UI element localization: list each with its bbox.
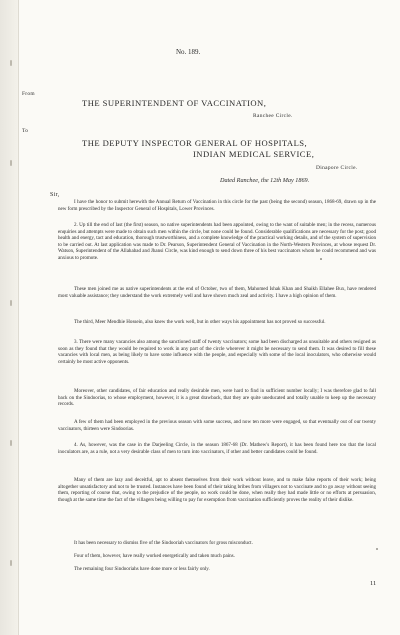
paragraph: I have the honor to submit herewith the Annual Return of Vaccination in this circle for the past (being the second) season, 1868-69, drawn up in the new form prescribed by the Inspector General of Hospitals, Lower Provinces. <box>58 199 376 212</box>
paragraph: Many of them are lazy and deceitful, apt to absent themselves from their work without leave, and to make false reports of their work; being altogether unsatisfactory and not to be trusted. Instances have been found of their taking bribes from villagers not to vaccinate and to go away without seeing them, reporting of course that, owing to the prejudice of the people, no work could be done, when really they had made little or no efforts at persuasion, though at the same time the fact of the villagers being willing to pay for exemption from vaccination sufficiently proves the reality of their dislike. <box>58 477 376 503</box>
paragraph: 2. Up till the end of last (the first) season, no native superintendents had been appointed, owing to the want of suitable men; in the recess, numerous enquiries and attempts were made to obtain such men within the circle, but none could be found. Considerable qualifications are necessary for the post; good health and energy, tact and education, thorough trustworthiness, and a complete knowledge of the practical working details, and of the system of supervision to be carried out. At last application was made to Dr. Pearson, Superintendent General of Vaccination in the North-Western Provinces, at whose request Dr. Watson, Superintendent of the Allahabad and Jhansi Circle, was kind enough to send down three of his best vaccinators whom he could recommend and was anxious to promote. <box>58 222 376 261</box>
to-circle: Dinapore Circle. <box>316 165 358 171</box>
page-number: 11 <box>370 580 377 587</box>
paragraph: These men joined me as native superintendents at the end of October, two of them, Mahomed Ishak Khan and Shaikh Ellahee Bux, have rendered most valuable assistance; they understand the work extremely well and have shown much zeal and activity. I have a high opinion of them. <box>58 286 376 299</box>
paper-speck <box>376 548 378 550</box>
binding-hole <box>10 560 12 566</box>
paragraph: It has been necessary to dismiss five of the Sindooriah vaccinators for gross misconduct. <box>74 540 253 546</box>
to-line-2: INDIAN MEDICAL SERVICE, <box>193 149 315 159</box>
from-circle: Ranchee Circle. <box>253 113 293 119</box>
paragraph: 3. There were many vacancies also among the sanctioned staff of twenty vaccinators; some had been discharged as unsuitable and others resigned as soon as they found that they would be required to work in any part of the circle wherever it might be necessary to send them. It was desired to fill these vacancies with local men, as being likely to have some influence with the people, and especially with some of the local inoculators, who otherwise would certainly be most active opponents. <box>58 339 376 365</box>
paragraph: A few of them had been employed in the previous season with some success, and now ten more were engaged, so that eventually out of our twenty vaccinators, thirteen were Sindoorias. <box>58 419 376 432</box>
paragraph: Moreover, other candidates, of fair education and really desirable men, were hard to find in sufficient number locally; I was therefore glad to fall back on the Sindoorias, to whose employment, however, it is a great drawback, that they are quite uneducated and totally unable to keep up the necessary records. <box>58 388 376 408</box>
to-label: To <box>22 128 29 134</box>
from-label: From <box>22 91 35 97</box>
binding-hole <box>10 160 12 166</box>
letter-number: No. 189. <box>176 48 201 56</box>
binding-margin <box>0 0 19 635</box>
salutation: Sir, <box>50 192 60 198</box>
from-name: THE SUPERINTENDENT OF VACCINATION, <box>82 98 267 108</box>
paragraph: The remaining four Sindooriahs have done more or less fairly only. <box>74 566 210 572</box>
to-line-1: THE DEPUTY INSPECTOR GENERAL OF HOSPITALS, <box>82 138 308 148</box>
paragraph: 4. As, however, was the case in the Darjeeling Circle, in the season 1867-68 (Dr. Mathew's Report), it has been found here too that the local inoculators are, as a rule, not a very desirable class of men to turn into vaccinators, if other and better candidates could be found. <box>58 442 376 455</box>
paragraph: The third, Meer Mendhie Hossein, also knew the work well, but in other ways his appointment has not proved so successful. <box>74 319 326 325</box>
binding-hole <box>10 60 12 66</box>
binding-hole <box>10 440 12 446</box>
date-line: Dated Ranchee, the 12th May 1869. <box>220 177 310 184</box>
paragraph: Four of them, however, have really worked energetically and taken much pains. <box>74 553 235 559</box>
binding-hole <box>10 300 12 306</box>
